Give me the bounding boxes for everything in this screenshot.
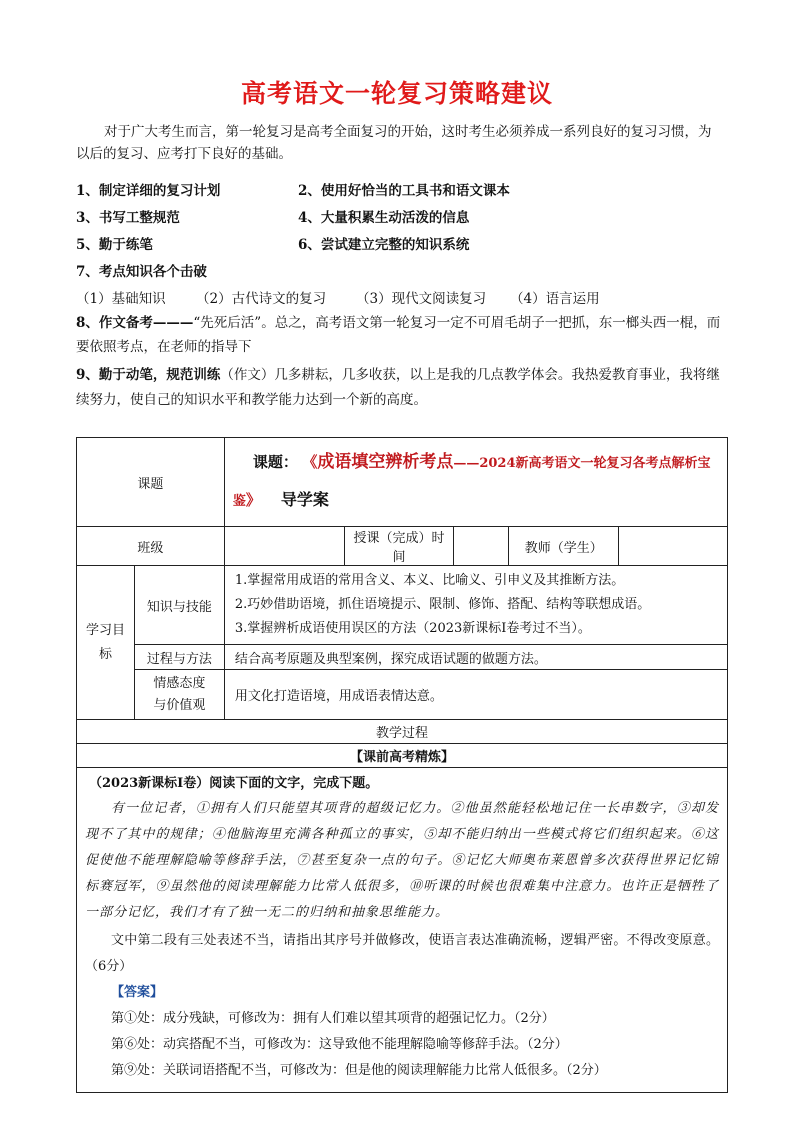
emotion-text: 用文化打造语境，用成语表情达意。 [224, 670, 727, 720]
topic-open: 《 [309, 453, 318, 471]
goals-label: 学习目标 [77, 566, 135, 720]
subitem-1: （1）基础知识 [76, 291, 166, 307]
item-9-text: （作文）几多耕耘，几多收获，以上是我的几点教学体会。我热爱教育事业，我将继续努力，使自己的知识水平和教学能力达到一个新的高度。 [76, 367, 720, 408]
process-text: 结合高考原题及典型案例，探究成语试题的做题方法。 [224, 645, 727, 670]
process-label: 过程与方法 [134, 645, 224, 670]
item-7: 7、考点知识各个击破 [76, 264, 207, 280]
item-9 [76, 363, 721, 413]
knowledge-item: 1.掌握常用成语的常用含义、本义、比喻义、引申义及其推断方法。 [234, 573, 625, 588]
section-title: 【课前高考精炼】 [77, 744, 728, 768]
time-label: 授课（完成）时间 [344, 527, 454, 566]
topic-main: 成语填空辨析考点 [317, 452, 454, 472]
teaching-process: 教学过程 [77, 720, 728, 744]
question-head: （2023新课标Ⅰ卷）阅读下面的文字，完成下题。 [89, 776, 379, 791]
topic-sub: ——2024新高考语文一轮复习各考点解析宝鉴 [232, 456, 711, 509]
item-8 [76, 311, 721, 359]
item-8-text: “先死后活”。总之，高考语文第一轮复习一定不可眉毛胡子一把抓，东一榔头西一棍，而要依照考点，在老师的指导下 [76, 315, 721, 355]
class-label: 班级 [77, 527, 225, 566]
knowledge-cell [224, 566, 727, 645]
item-9-label: 9、勤于动笔，规范训练 [76, 367, 221, 383]
answer-item: 第①处：成分残缺，可修改为：拥有人们难以望其项背的超强记忆力。（2分） [111, 1011, 555, 1026]
exercise-cell [77, 768, 728, 1093]
passage: 有一位记者，①拥有人们只能望其项背的超级记忆力。②他虽然能轻松地记住一长串数字，③却发现不了其中的规律；④他脑海里充满各种孤立的事实，⑤却不能归纳出一些模式将它们组织起来。⑥这促使他不能理解隐喻等修辞手法，⑦甚至复杂一点的句子。⑧记忆大师奥布莱恩曾多次获得世界记忆锦标赛冠军，⑨虽然他的阅读理解能力比常人低很多，⑩听课的时候也很难集中注意力。也许正是牺牲了一部分记忆，我们才有了独一无二的归纳和抽象思维能力。 [85, 801, 719, 920]
time-value [454, 527, 509, 566]
item-1: 1、制定详细的复习计划 [76, 183, 221, 199]
subitem-4: （4）语言运用 [510, 291, 600, 307]
subitem-2: （2）古代诗文的复习 [196, 291, 327, 307]
lesson-plan-table [76, 437, 728, 1093]
intro-paragraph: 对于广大考生而言，第一轮复习是高考全面复习的开始，这时考生必须养成一系列良好的复习习惯，为以后的复习、应考打下良好的基础。 [76, 124, 712, 162]
teacher-value [619, 527, 728, 566]
instruction: 文中第二段有三处表述不当，请指出其序号并做修改，使语言表达准确流畅，逻辑严密。不得改变原意。（6分） [85, 933, 719, 974]
item-5: 5、勤于练笔 [76, 237, 153, 253]
topic-close: 》 [245, 491, 261, 509]
item-6: 6、尝试建立完整的知识系统 [298, 237, 470, 253]
page-title: 高考语文一轮复习策略建议 [240, 79, 553, 108]
answer-item: 第⑨处：关联词语搭配不当，可修改为：但是他的阅读理解能力比常人低很多。（2分） [111, 1063, 607, 1078]
topic-label: 课题 [77, 438, 225, 527]
item-8-label: 8、作文备考——— [76, 315, 194, 331]
topic-title [233, 444, 719, 520]
topic-suffix: 导学案 [280, 490, 329, 509]
subitem-3: （3）现代文阅读复习 [356, 291, 487, 307]
item-4: 4、大量积累生动活泼的信息 [298, 210, 470, 226]
knowledge-label: 知识与技能 [134, 566, 224, 645]
class-value [224, 527, 344, 566]
topic-cell [224, 438, 727, 527]
answer-item: 第⑥处：动宾搭配不当，可修改为：这导致他不能理解隐喻等修辞手法。（2分） [111, 1037, 568, 1052]
knowledge-item: 3.掌握辨析成语使用误区的方法（2023新课标Ⅰ卷考过不当）。 [234, 621, 591, 636]
item-2: 2、使用好恰当的工具书和语文课本 [298, 183, 510, 199]
teacher-label: 教师（学生） [509, 527, 619, 566]
answer-label: 【答案】 [111, 985, 164, 1000]
topic-prefix: 课题： [252, 453, 298, 471]
emotion-label: 情感态度与价值观 [134, 670, 224, 720]
knowledge-item: 2.巧妙借助语境，抓住语境提示、限制、修饰、搭配、结构等联想成语。 [234, 597, 651, 612]
item-3: 3、书写工整规范 [76, 210, 180, 226]
